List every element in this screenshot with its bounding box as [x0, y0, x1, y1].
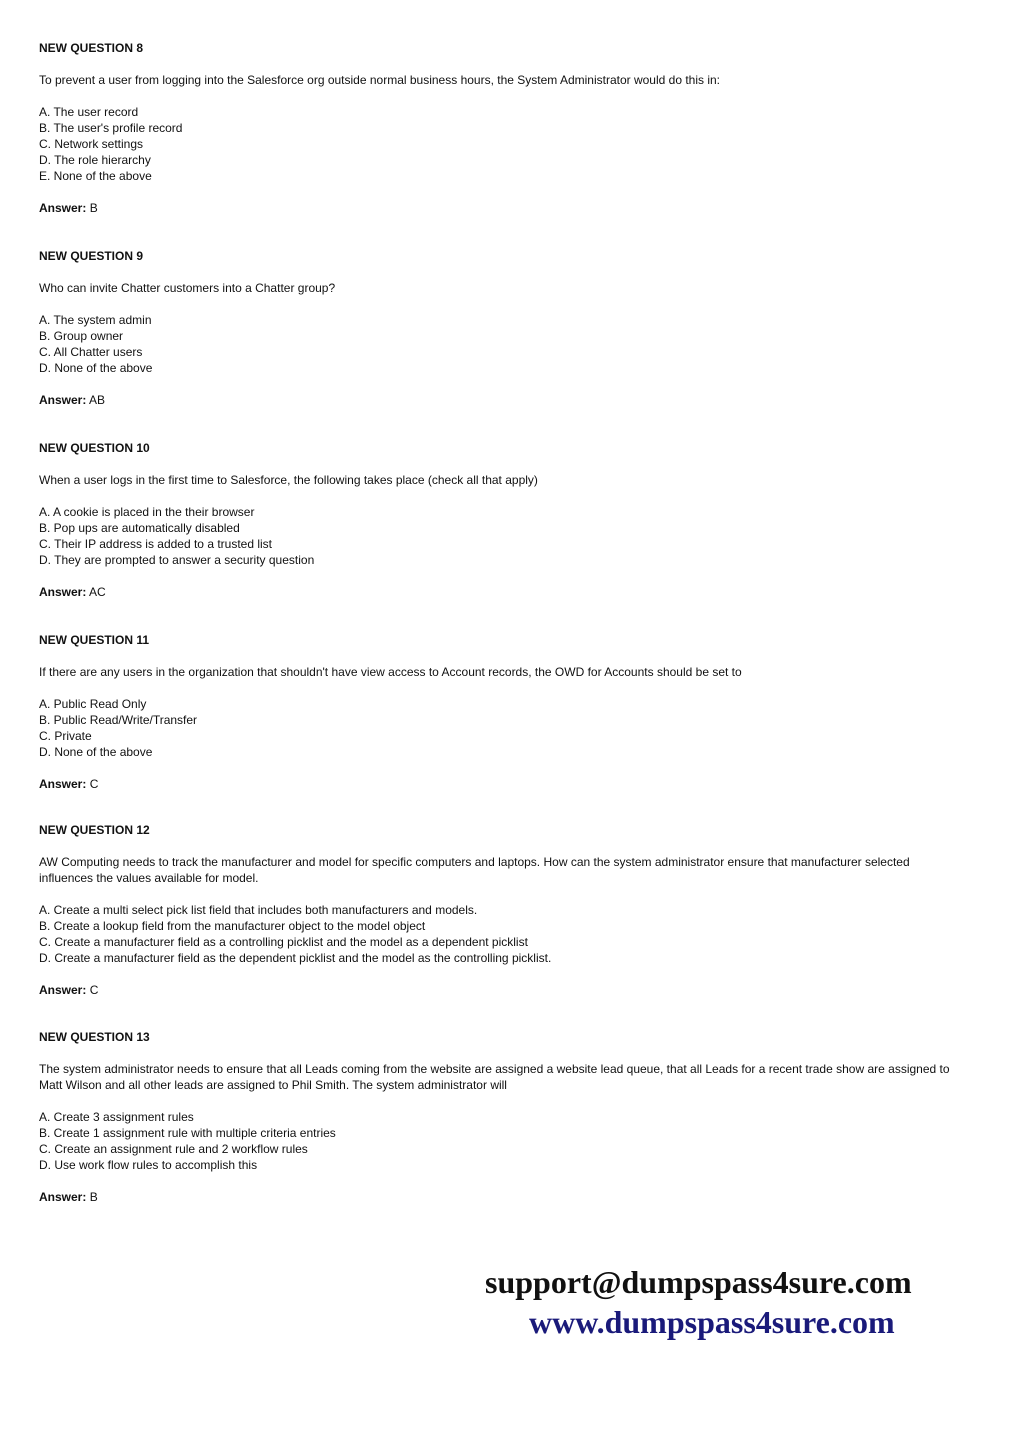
- options-list: [39, 312, 959, 376]
- answer-value: AB: [89, 393, 106, 407]
- answer-value: C: [89, 777, 99, 791]
- answer-value: C: [89, 983, 99, 997]
- option: A. The user record: [39, 105, 139, 119]
- question-12: [39, 822, 959, 998]
- question-title: NEW QUESTION 9: [39, 249, 144, 263]
- question-text: If there are any users in the organization that shouldn't have view access to Account records, the OWD for Accounts should be set to: [39, 665, 742, 679]
- answer-line: [39, 584, 959, 600]
- option: C. Private: [39, 729, 92, 743]
- option: D. Use work flow rules to accomplish this: [39, 1158, 258, 1172]
- answer-line: [39, 982, 959, 998]
- option: D. None of the above: [39, 745, 153, 759]
- option: E. None of the above: [39, 169, 152, 183]
- question-title: NEW QUESTION 8: [39, 41, 144, 55]
- option: B. Public Read/Write/Transfer: [39, 713, 198, 727]
- option: D. None of the above: [39, 361, 153, 375]
- question-text: To prevent a user from logging into the Salesforce org outside normal business hours, the System Administrator would do this in:: [39, 73, 721, 87]
- question-text: When a user logs in the first time to Salesforce, the following takes place (check all that apply): [39, 473, 538, 487]
- option: B. The user's profile record: [39, 121, 183, 135]
- option: C. Their IP address is added to a trusted list: [39, 537, 273, 551]
- answer-label: Answer:: [39, 201, 87, 215]
- question-8: [39, 40, 959, 216]
- option: C. Create an assignment rule and 2 workflow rules: [39, 1142, 308, 1156]
- option: D. They are prompted to answer a security question: [39, 553, 315, 567]
- support-email[interactable]: support@dumpspass4sure.com: [485, 1264, 912, 1300]
- answer-label: Answer:: [39, 777, 87, 791]
- options-list: [39, 504, 959, 568]
- question-11: [39, 632, 959, 792]
- question-text: The system administrator needs to ensure that all Leads coming from the website are assigned a website lead queue, that all Leads for a recent trade show are assigned to Matt Wilson and all other leads are assigned to Phil Smith. The system administrator will: [39, 1062, 950, 1092]
- options-list: [39, 696, 959, 760]
- question-text: Who can invite Chatter customers into a Chatter group?: [39, 281, 336, 295]
- question-10: [39, 440, 959, 600]
- answer-value: B: [89, 1190, 98, 1204]
- option: B. Create 1 assignment rule with multiple criteria entries: [39, 1126, 336, 1140]
- option: A. Create 3 assignment rules: [39, 1110, 194, 1124]
- question-text: AW Computing needs to track the manufacturer and model for specific computers and laptops. How can the system administrator ensure that manufacturer selected influences the values available for model.: [39, 855, 910, 885]
- options-list: [39, 902, 959, 966]
- question-title: NEW QUESTION 10: [39, 441, 150, 455]
- answer-label: Answer:: [39, 1190, 87, 1204]
- answer-label: Answer:: [39, 585, 87, 599]
- answer-label: Answer:: [39, 393, 87, 407]
- option: B. Create a lookup field from the manufacturer object to the model object: [39, 919, 426, 933]
- answer-label: Answer:: [39, 983, 87, 997]
- option: B. Group owner: [39, 329, 124, 343]
- options-list: [39, 104, 959, 184]
- answer-line: [39, 200, 959, 216]
- option: A. A cookie is placed in the their browser: [39, 505, 255, 519]
- option: D. The role hierarchy: [39, 153, 151, 167]
- question-title: NEW QUESTION 13: [39, 1030, 150, 1044]
- website-link[interactable]: www.dumpspass4sure.com: [529, 1304, 895, 1340]
- question-9: [39, 248, 959, 408]
- option: D. Create a manufacturer field as the dependent picklist and the model as the controlling picklist.: [39, 951, 552, 965]
- option: C. Create a manufacturer field as a controlling picklist and the model as a dependent picklist: [39, 935, 528, 949]
- options-list: [39, 1109, 959, 1173]
- question-title: NEW QUESTION 11: [39, 633, 150, 647]
- option: B. Pop ups are automatically disabled: [39, 521, 240, 535]
- option: A. The system admin: [39, 313, 152, 327]
- answer-line: [39, 1189, 959, 1205]
- answer-line: [39, 776, 959, 792]
- question-title: NEW QUESTION 12: [39, 823, 150, 837]
- option: A. Create a multi select pick list field that includes both manufacturers and models.: [39, 903, 478, 917]
- answer-value: AC: [89, 585, 106, 599]
- answer-line: [39, 392, 959, 408]
- option: C. Network settings: [39, 137, 144, 151]
- option: A. Public Read Only: [39, 697, 147, 711]
- question-13: [39, 1029, 959, 1205]
- answer-value: B: [89, 201, 98, 215]
- option: C. All Chatter users: [39, 345, 143, 359]
